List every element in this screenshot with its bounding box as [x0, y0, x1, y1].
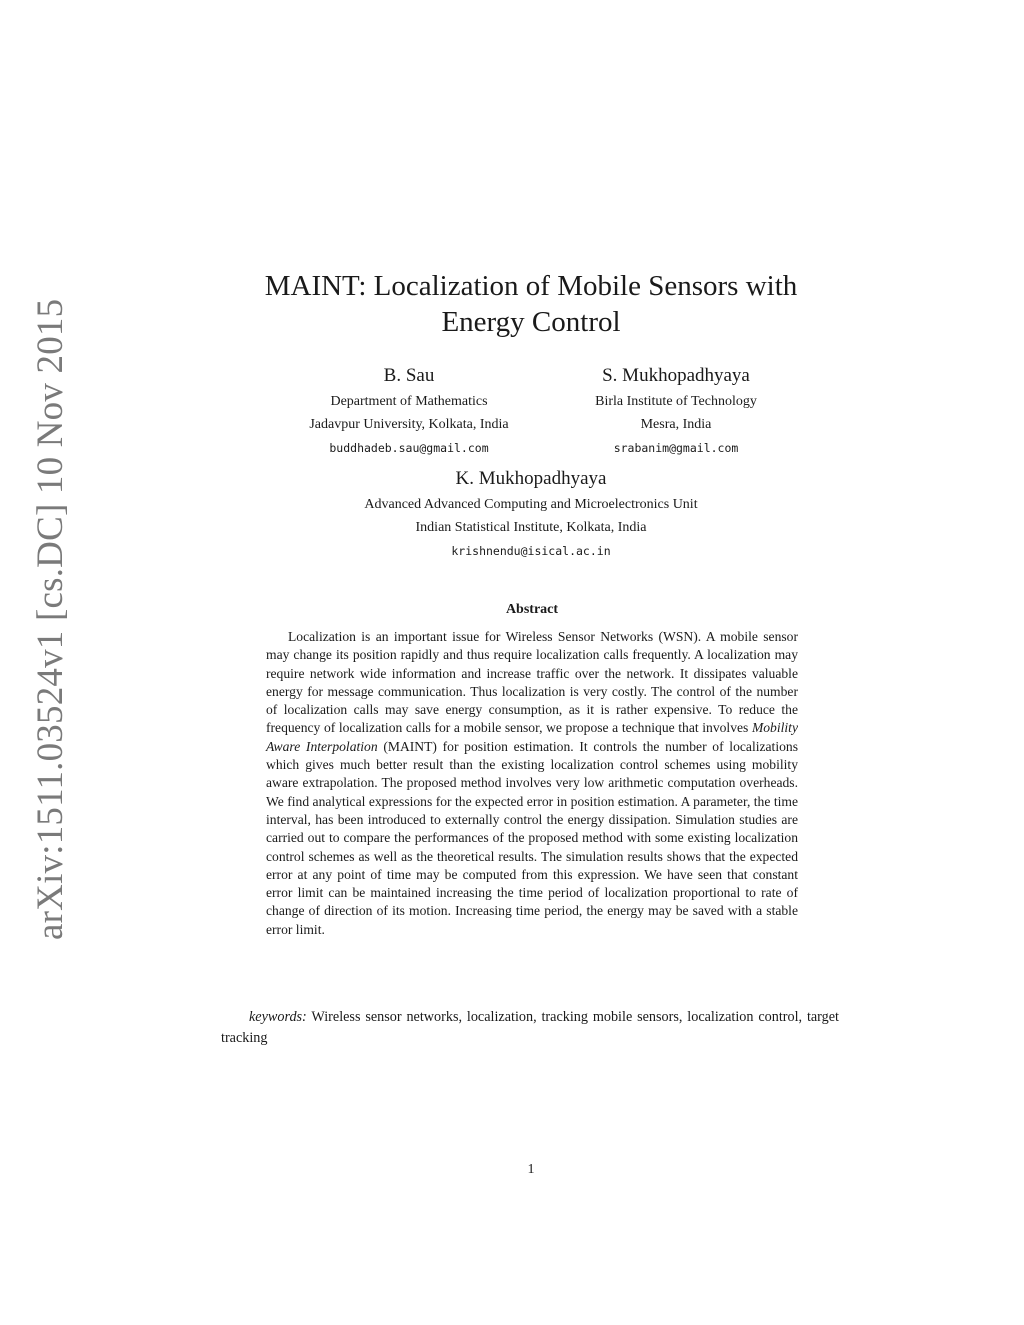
keywords-paragraph: [221, 1007, 839, 1049]
author-email[interactable]: buddhadeb.sau@gmail.com: [329, 441, 489, 455]
author-affiliation-institution: Indian Statistical Institute, Kolkata, India: [415, 520, 647, 535]
keywords-label: keywords:: [249, 1009, 307, 1025]
keywords-list: Wireless sensor networks, localization, tracking mobile sensors, localization control, target tracking: [221, 1009, 839, 1046]
author-affiliation-institution: Mesra, India: [640, 417, 712, 432]
author-name: S. Mukhopadhyaya: [602, 365, 750, 386]
author-block-sau: [268, 364, 550, 460]
abstract-emphasis: Mobility Aware Interpolation: [266, 720, 798, 754]
author-email[interactable]: srabanim@gmail.com: [613, 441, 739, 455]
author-affiliation-department: Advanced Advanced Computing and Microelectronics Unit: [364, 497, 698, 512]
abstract-body: [266, 628, 798, 939]
author-email[interactable]: krishnendu@isical.ac.in: [451, 544, 611, 558]
author-block-s-mukhopadhyaya: [556, 364, 796, 460]
page-number: 1: [527, 1162, 535, 1177]
paper-title: MAINT: Localization of Mobile Sensors with Energy Control: [264, 270, 798, 338]
abstract-text-part-1: Localization is an important issue for Wireless Sensor Networks (WSN). A mobile sensor may change its position rapidly and thus require localization calls frequently. A localization may require network wide information and increase traffic over the network. It dissipates valuable energy for message communication. Thus localization is very costly. The control of the number of localization calls may save energy consumption, as it is rather expensive. To reduce the frequency of localization calls for a mobile sensor, we propose a technique that involves: [266, 629, 798, 736]
abstract-heading: Abstract: [505, 602, 559, 617]
author-affiliation-department: Birla Institute of Technology: [595, 394, 757, 409]
author-affiliation-department: Department of Mathematics: [330, 394, 488, 409]
abstract-text-part-2: (MAINT) for position estimation. It controls the number of localizations which gives much better result than the existing localization control schemes using mobility aware extrapolation. The proposed method involves very low arithmetic computation overheads. We find analytical expressions for the expected error in position estimation. A parameter, the time interval, has been introduced to externally control the energy dissipation. Simulation studies are carried out to compare the performances of the proposed method with some existing localization control schemes as well as the theoretical results. The simulation results shows that the expected error at any point of time may be computed from this expression. We have seen that constant error limit can be maintained increasing the time period of localization proportional to rate of change of direction of its motion. Increasing time period, the energy may be saved with a stable error limit.: [266, 738, 798, 937]
author-name: B. Sau: [383, 365, 435, 386]
author-affiliation-institution: Jadavpur University, Kolkata, India: [309, 417, 509, 432]
arxiv-identifier-stamp: arXiv:1511.03524v1 [cs.DC] 10 Nov 2015: [30, 298, 71, 940]
author-name: K. Mukhopadhyaya: [455, 468, 607, 489]
author-block-k-mukhopadhyaya: [300, 467, 762, 563]
